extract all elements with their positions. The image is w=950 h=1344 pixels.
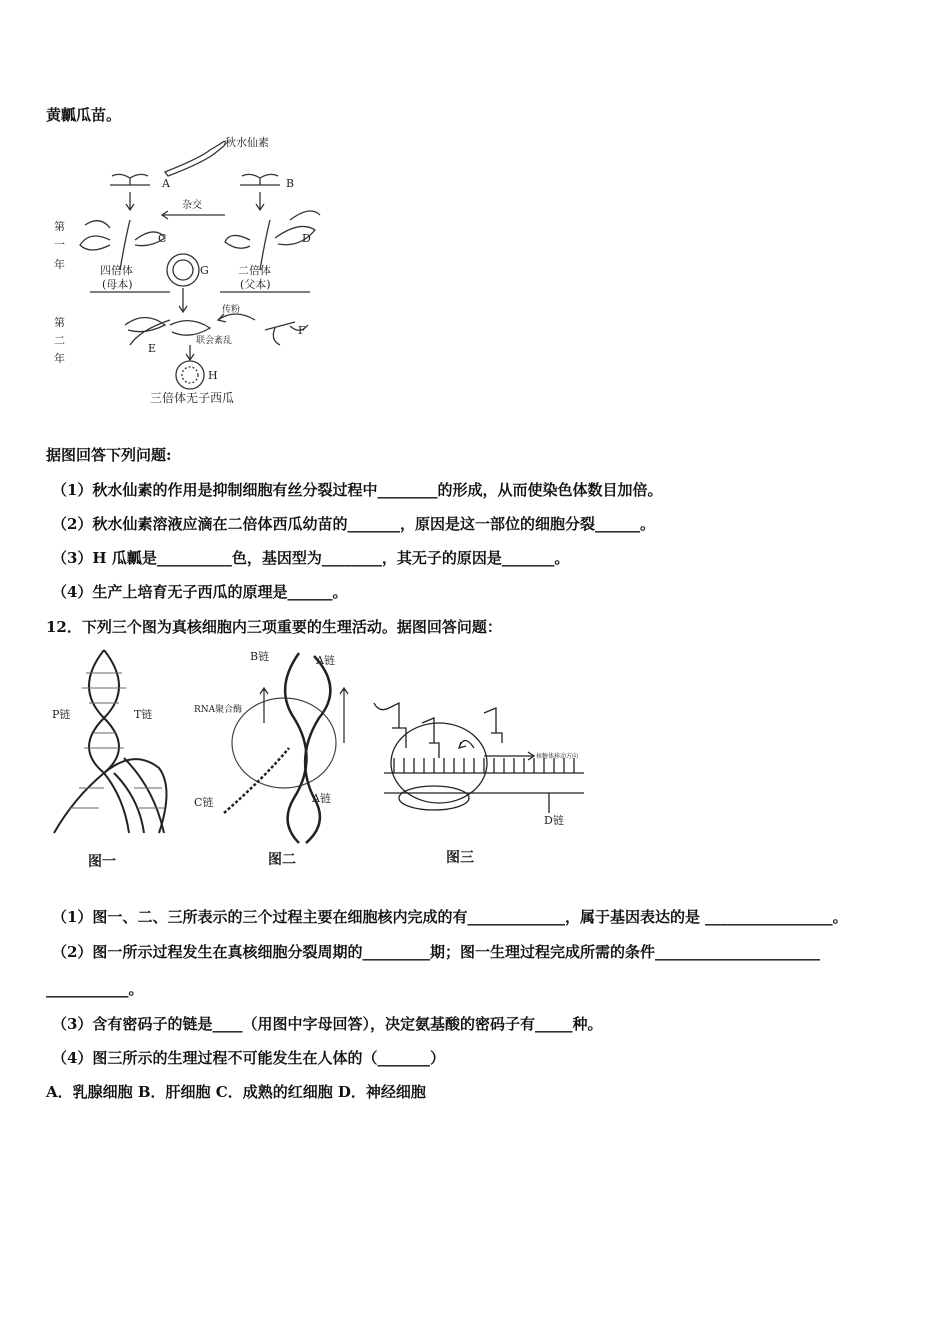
label-father: (父本) xyxy=(240,278,271,291)
label-colchicine: 秋水仙素 xyxy=(225,136,269,149)
q12-part1: （1）图一、二、三所表示的三个过程主要在细胞核内完成的有_____________，属于基因表达的是 _________________。 xyxy=(52,908,848,926)
prompt-text: 据图回答下列问题: xyxy=(46,446,172,464)
label-f: F xyxy=(298,324,306,337)
year2-char3: 年 xyxy=(54,352,65,365)
label-c-chain: C链 xyxy=(194,796,214,809)
year1-char2: 一 xyxy=(54,238,65,251)
molecular-diagrams xyxy=(44,648,604,870)
q12-part4: （4）图三所示的生理过程不可能发生在人体的（_______） xyxy=(52,1049,445,1067)
year1-char3: 年 xyxy=(54,258,65,271)
q11-part2: （2）秋水仙素溶液应滴在二倍体西瓜幼苗的_______，原因是这一部位的细胞分裂______。 xyxy=(52,515,655,533)
label-synapsis: 联会紊乱 xyxy=(196,336,233,346)
caption-fig2: 图二 xyxy=(268,852,296,868)
q11-part3: （3）H 瓜瓤是__________色，基因型为________，其无子的原因是_______。 xyxy=(52,549,570,567)
label-b: B xyxy=(286,177,295,190)
label-d-chain: D链 xyxy=(544,814,564,827)
q11-part4: （4）生产上培育无子西瓜的原理是______。 xyxy=(52,583,348,601)
label-a-chain-bottom: A链 xyxy=(312,792,331,805)
year2-char2: 二 xyxy=(54,334,65,347)
intro-text: 黄瓤瓜苗。 xyxy=(46,106,122,124)
q12-part3: （3）含有密码子的链是____（用图中字母回答），决定氨基酸的密码子有_____种。 xyxy=(52,1015,603,1033)
label-diploid: 二倍体 xyxy=(238,264,271,277)
label-triploid: 三倍体无子西瓜 xyxy=(150,391,235,405)
q11-part1: （1）秋水仙素的作用是抑制细胞有丝分裂过程中________的形成，从而使染色体数目加倍。 xyxy=(52,481,663,499)
caption-fig3: 图三 xyxy=(446,850,474,866)
label-g: G xyxy=(200,264,209,277)
year1-char1: 第 xyxy=(54,220,65,233)
q12-part2: （2）图一所示过程发生在真核细胞分裂周期的_________期；图一生理过程完成所需的条件______________________ xyxy=(52,943,820,961)
label-a: A xyxy=(162,177,170,190)
label-t-chain: T链 xyxy=(134,708,153,721)
q12-title: 12．下列三个图为真核细胞内三项重要的生理活动。据图回答问题： xyxy=(46,618,502,636)
label-p-chain: P链 xyxy=(52,708,71,721)
label-b-chain: B链 xyxy=(250,650,270,663)
label-pollination: 传粉 xyxy=(222,305,241,315)
label-h: H xyxy=(208,369,218,382)
label-mother: (母本) xyxy=(102,278,133,291)
label-e: E xyxy=(148,342,157,355)
year2-char1: 第 xyxy=(54,316,65,329)
breeding-diagram xyxy=(50,130,350,410)
label-rna-polymerase: RNA聚合酶 xyxy=(194,705,243,715)
label-cross: 杂交 xyxy=(182,200,202,211)
q12-part2-continued: ___________。 xyxy=(46,980,144,998)
label-ribosome-direction: 核糖体移动方向 xyxy=(536,753,579,760)
label-tetraploid: 四倍体 xyxy=(100,264,133,277)
caption-fig1: 图一 xyxy=(88,854,116,870)
label-c: C xyxy=(158,232,167,245)
label-d: D xyxy=(302,232,311,245)
answer-options: A．乳腺细胞 B．肝细胞 C．成熟的红细胞 D．神经细胞 xyxy=(46,1083,426,1101)
label-a-chain-top: A链 xyxy=(316,654,335,667)
